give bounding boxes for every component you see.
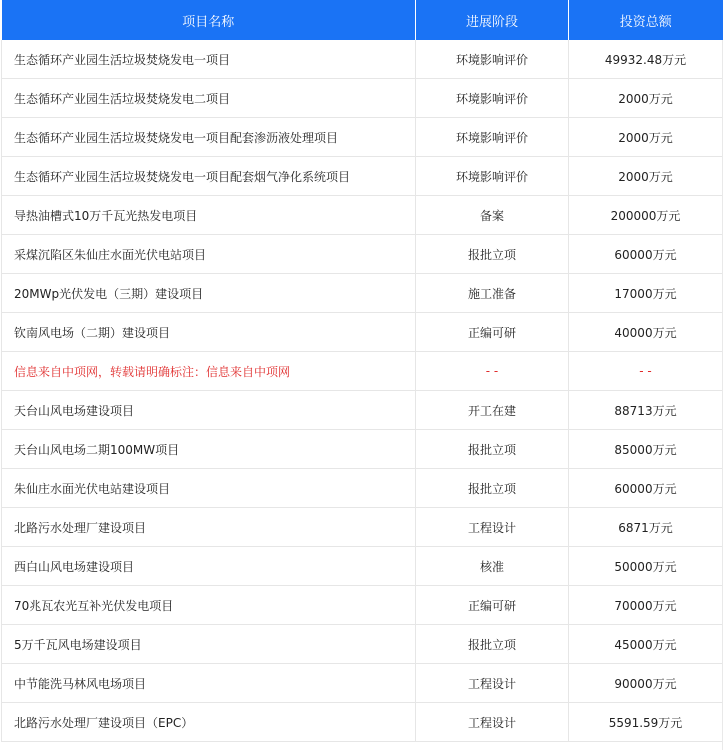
investment-cell: 70000万元: [569, 586, 723, 625]
project-name-cell[interactable]: 生态循环产业园生活垃圾焚烧发电一项目: [2, 40, 416, 79]
table-header: [2, 0, 723, 40]
table-row[interactable]: [2, 469, 723, 508]
project-name-cell[interactable]: 采煤沉陷区朱仙庄水面光伏电站项目: [2, 235, 416, 274]
project-table: [1, 0, 723, 742]
project-name-cell[interactable]: 西白山风电场建设项目: [2, 547, 416, 586]
table-row[interactable]: [2, 430, 723, 469]
stage-cell: 备案: [416, 196, 569, 235]
table-row[interactable]: [2, 157, 723, 196]
project-name-cell[interactable]: 导热油槽式10万千瓦光热发电项目: [2, 196, 416, 235]
stage-cell: 核准: [416, 547, 569, 586]
table-row[interactable]: [2, 274, 723, 313]
header-stage: 进展阶段: [416, 0, 569, 40]
stage-cell: 工程设计: [416, 703, 569, 742]
table-row[interactable]: [2, 235, 723, 274]
project-name-cell[interactable]: 天台山风电场二期100MW项目: [2, 430, 416, 469]
header-project-name: 项目名称: [2, 0, 416, 40]
project-name-cell[interactable]: 中节能洗马林风电场项目: [2, 664, 416, 703]
header-investment: 投资总额: [569, 0, 723, 40]
table-row[interactable]: [2, 586, 723, 625]
investment-cell: 2000万元: [569, 118, 723, 157]
header-row: [2, 0, 723, 40]
stage-cell: - -: [416, 352, 569, 391]
stage-cell: 工程设计: [416, 664, 569, 703]
project-table-container: [1, 0, 722, 742]
stage-cell: 环境影响评价: [416, 157, 569, 196]
stage-cell: 开工在建: [416, 391, 569, 430]
table-row[interactable]: [2, 703, 723, 742]
stage-cell: 正编可研: [416, 586, 569, 625]
stage-cell: 报批立项: [416, 430, 569, 469]
investment-cell: 40000万元: [569, 313, 723, 352]
table-row[interactable]: [2, 196, 723, 235]
investment-cell: 5591.59万元: [569, 703, 723, 742]
stage-cell: 环境影响评价: [416, 79, 569, 118]
project-name-cell[interactable]: 70兆瓦农光互补光伏发电项目: [2, 586, 416, 625]
stage-cell: 施工准备: [416, 274, 569, 313]
table-row[interactable]: [2, 508, 723, 547]
stage-cell: 报批立项: [416, 235, 569, 274]
stage-cell: 工程设计: [416, 508, 569, 547]
table-row[interactable]: [2, 664, 723, 703]
project-name-cell[interactable]: 钦南风电场（二期）建设项目: [2, 313, 416, 352]
stage-cell: 报批立项: [416, 625, 569, 664]
project-name-cell[interactable]: 天台山风电场建设项目: [2, 391, 416, 430]
project-name-cell[interactable]: 生态循环产业园生活垃圾焚烧发电一项目配套烟气净化系统项目: [2, 157, 416, 196]
stage-cell: 正编可研: [416, 313, 569, 352]
investment-cell: 85000万元: [569, 430, 723, 469]
table-row[interactable]: [2, 118, 723, 157]
investment-cell: 6871万元: [569, 508, 723, 547]
investment-cell: 88713万元: [569, 391, 723, 430]
project-name-cell[interactable]: 生态循环产业园生活垃圾焚烧发电二项目: [2, 79, 416, 118]
investment-cell: 2000万元: [569, 79, 723, 118]
investment-cell: 60000万元: [569, 235, 723, 274]
investment-cell: 60000万元: [569, 469, 723, 508]
investment-cell: 2000万元: [569, 157, 723, 196]
project-name-cell[interactable]: 信息来自中项网，转载请明确标注：信息来自中项网: [2, 352, 416, 391]
project-name-cell[interactable]: 20MWp光伏发电（三期）建设项目: [2, 274, 416, 313]
stage-cell: 环境影响评价: [416, 118, 569, 157]
table-row[interactable]: [2, 391, 723, 430]
investment-cell: 45000万元: [569, 625, 723, 664]
notice-row[interactable]: [2, 352, 723, 391]
stage-cell: 报批立项: [416, 469, 569, 508]
project-name-cell[interactable]: 5万千瓦风电场建设项目: [2, 625, 416, 664]
investment-cell: 200000万元: [569, 196, 723, 235]
table-body: [2, 40, 723, 742]
investment-cell: 49932.48万元: [569, 40, 723, 79]
project-name-cell[interactable]: 生态循环产业园生活垃圾焚烧发电一项目配套渗沥液处理项目: [2, 118, 416, 157]
table-row[interactable]: [2, 79, 723, 118]
project-name-cell[interactable]: 北路污水处理厂建设项目: [2, 508, 416, 547]
investment-cell: 50000万元: [569, 547, 723, 586]
project-name-cell[interactable]: 北路污水处理厂建设项目（EPC）: [2, 703, 416, 742]
table-row[interactable]: [2, 313, 723, 352]
stage-cell: 环境影响评价: [416, 40, 569, 79]
investment-cell: 90000万元: [569, 664, 723, 703]
project-name-cell[interactable]: 朱仙庄水面光伏电站建设项目: [2, 469, 416, 508]
table-row[interactable]: [2, 625, 723, 664]
investment-cell: 17000万元: [569, 274, 723, 313]
table-row[interactable]: [2, 547, 723, 586]
table-row[interactable]: [2, 40, 723, 79]
investment-cell: - -: [569, 352, 723, 391]
